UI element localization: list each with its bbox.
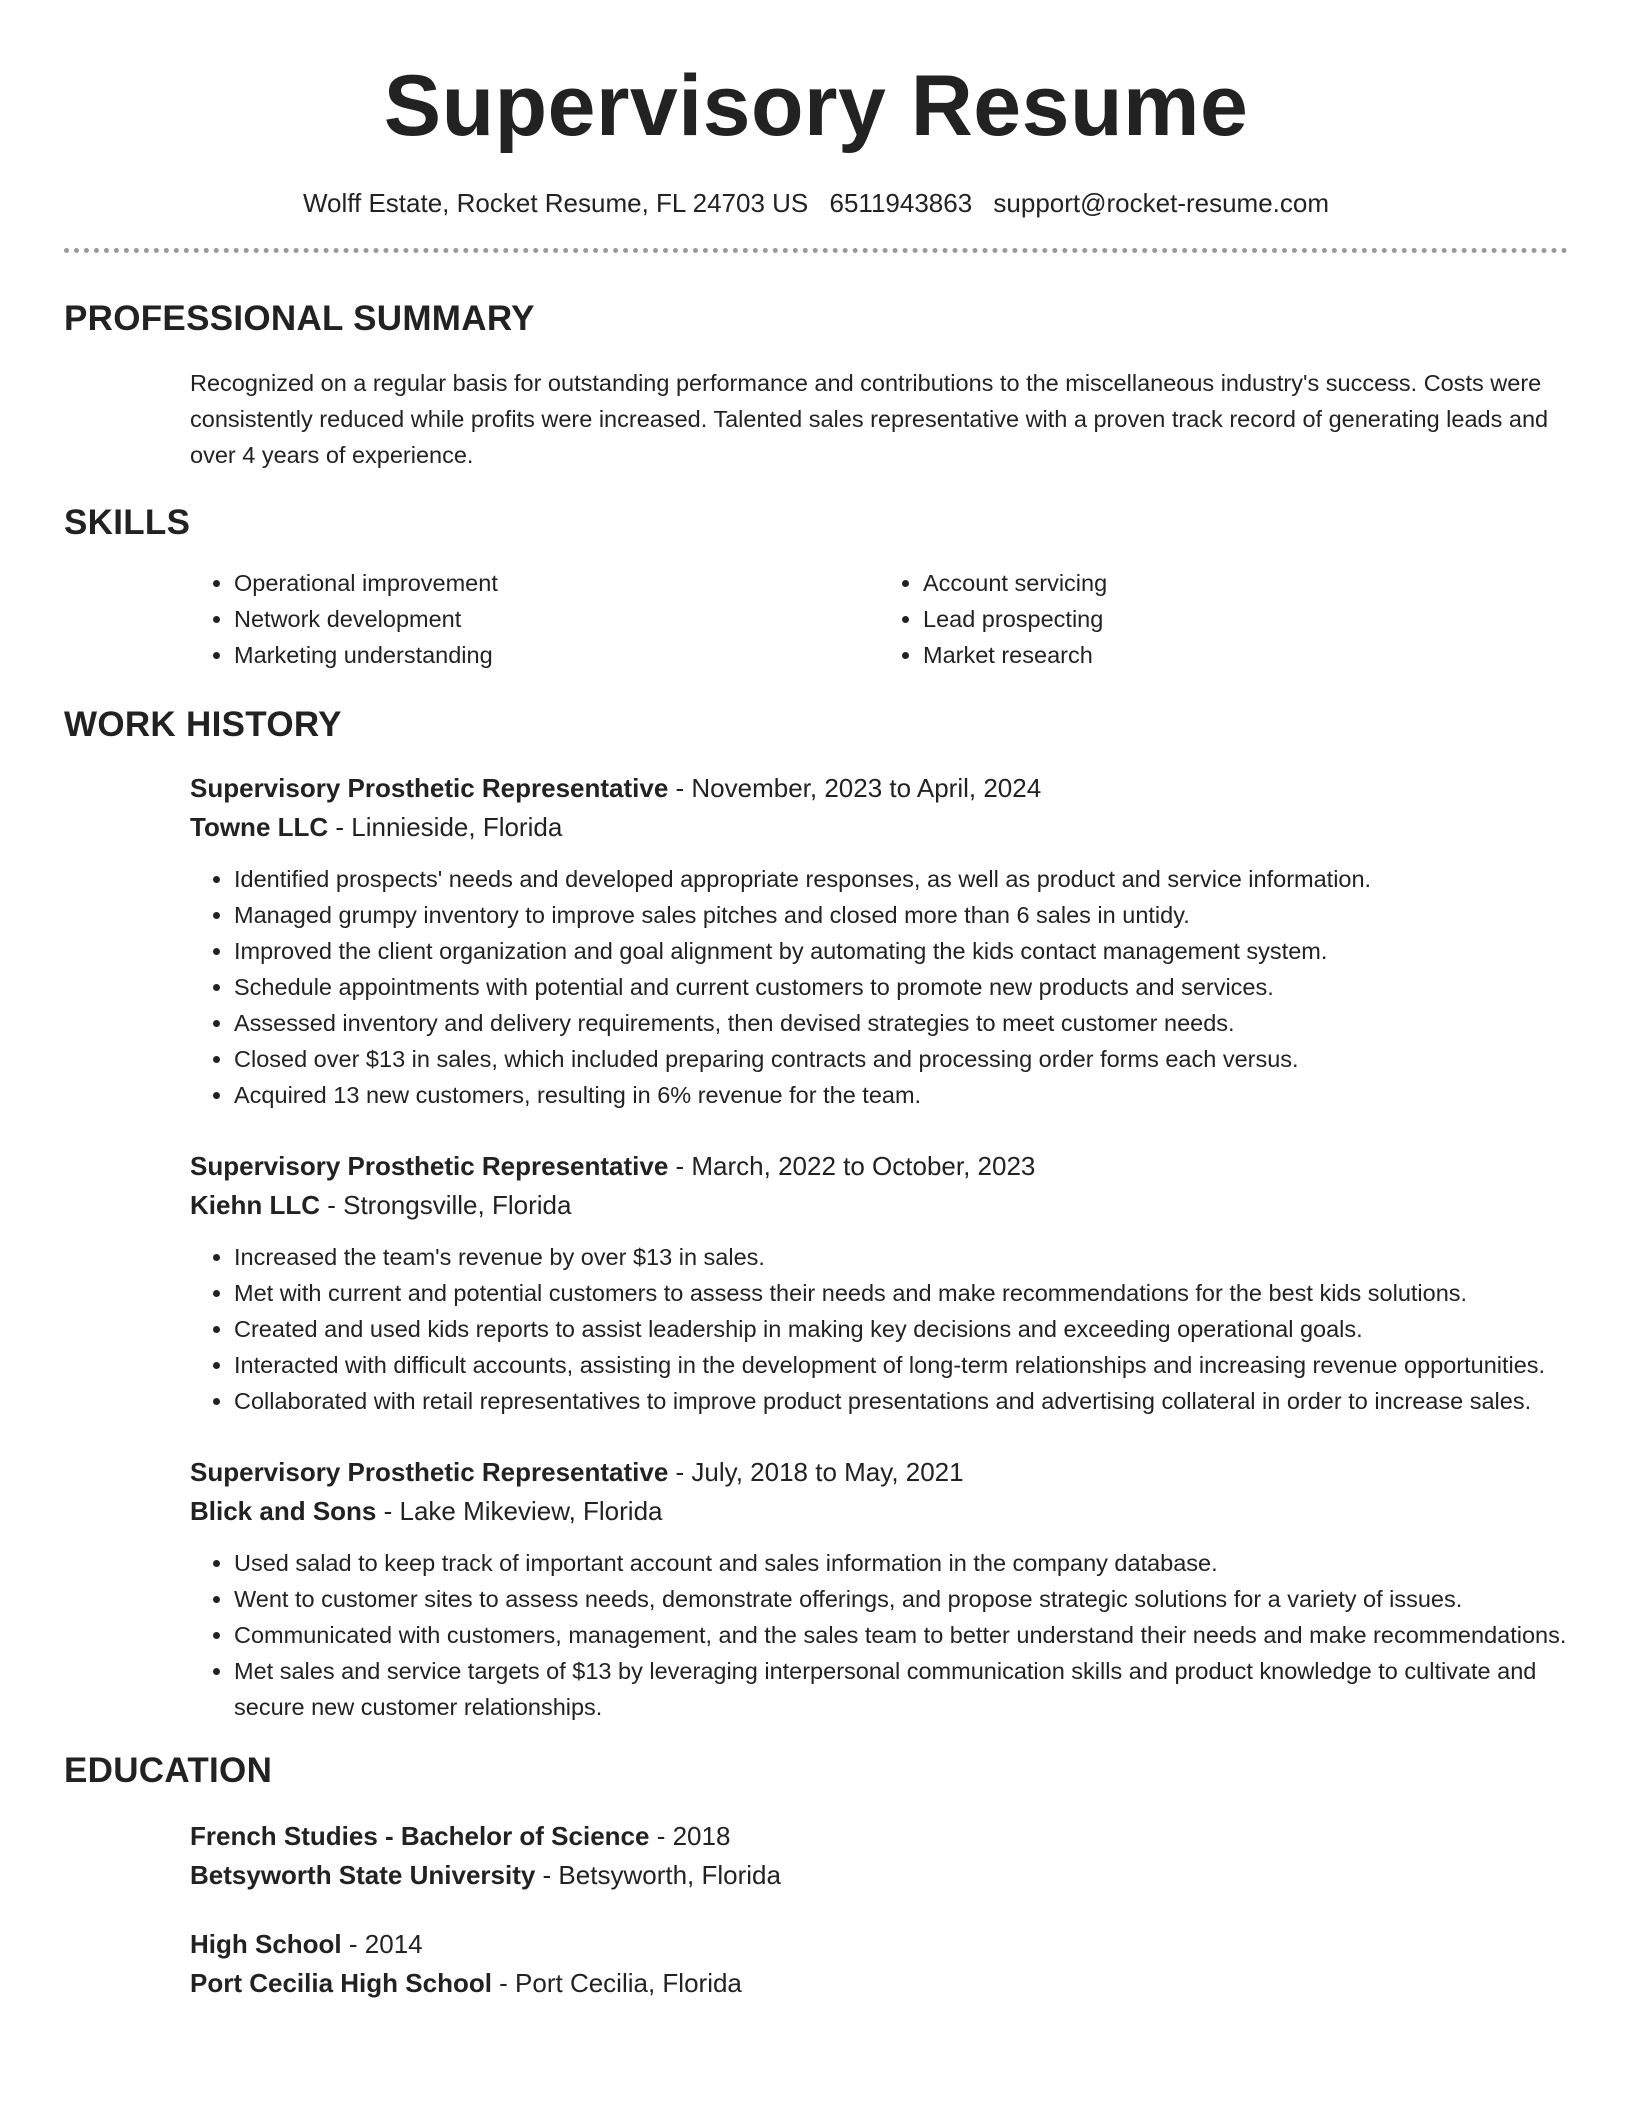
job-location: - Lake Mikeview, Florida [376,1496,663,1526]
job-title: Supervisory Prosthetic Representative [190,773,669,803]
education-degree-line [190,1925,1568,1964]
job-dates: - November, 2023 to April, 2024 [668,773,1042,803]
education-school: Port Cecilia High School [190,1968,492,1998]
education-section [64,1749,1568,2003]
contact-address: Wolff Estate, Rocket Resume, FL 24703 US [302,188,809,218]
education-year: - 2014 [341,1929,423,1959]
job-company-line [190,1186,1568,1225]
work-history-section [64,703,1568,1725]
contact-email: support@rocket-resume.com [993,188,1330,218]
job-bullet: • Closed over $13 in sales, which included preparing contracts and processing order forms each versus. [234,1041,1568,1077]
job-bullet: • Met sales and service targets of $13 by leveraging interpersonal communication skills and product knowledge to cultivate and secure new customer relationships. [234,1653,1568,1725]
job-bullets [190,1239,1568,1419]
job-bullet: • Interacted with difficult accounts, assisting in the development of long-term relationships and increasing revenue opportunities. [234,1347,1568,1383]
skills-section [64,501,1568,673]
skills-heading: SKILLS [64,503,191,542]
header-divider [64,248,1568,253]
skill-item: • Network development [234,601,879,637]
job-entry [190,769,1568,1113]
work-history-heading: WORK HISTORY [64,705,342,744]
job-bullets [190,861,1568,1113]
summary-text: Recognized on a regular basis for outstanding performance and contributions to the miscellaneous industry's success. Costs were consistently reduced while profits were increased. Talented sales representative with a proven track record of generating leads and over 4 years of experience. [190,370,1549,468]
skills-column-left [190,565,879,673]
skills-column-right [879,565,1568,673]
education-degree: High School [190,1929,342,1959]
job-bullet: • Collaborated with retail representatives to improve product presentations and advertising collateral in order to increase sales. [234,1383,1568,1419]
page-title: Supervisory Resume [383,58,1249,154]
education-degree: French Studies - Bachelor of Science [190,1821,650,1851]
job-company: Kiehn LLC [190,1190,320,1220]
education-location: - Betsyworth, Florida [535,1860,781,1890]
job-title-line [190,769,1568,808]
education-school-line [190,1856,1568,1895]
job-company-line [190,1492,1568,1531]
skill-item: • Operational improvement [234,565,879,601]
job-location: - Linnieside, Florida [328,812,563,842]
job-bullet: • Went to customer sites to assess needs, demonstrate offerings, and propose strategic solutions for a variety of issues. [234,1581,1568,1617]
job-title-line [190,1453,1568,1492]
skill-item: • Account servicing [923,565,1568,601]
job-entry [190,1147,1568,1419]
job-company: Blick and Sons [190,1496,377,1526]
skill-item: • Marketing understanding [234,637,879,673]
contact-phone: 6511943863 [829,188,973,218]
job-bullet: • Identified prospects' needs and developed appropriate responses, as well as product and service information. [234,861,1568,897]
summary-section [64,297,1568,473]
education-year: - 2018 [649,1821,731,1851]
job-title: Supervisory Prosthetic Representative [190,1151,669,1181]
job-dates: - July, 2018 to May, 2021 [668,1457,964,1487]
job-company-line [190,808,1568,847]
job-title-line [190,1147,1568,1186]
job-bullet: • Improved the client organization and goal alignment by automating the kids contact management system. [234,933,1568,969]
job-bullet: • Used salad to keep track of important account and sales information in the company database. [234,1545,1568,1581]
job-bullet: • Schedule appointments with potential and current customers to promote new products and services. [234,969,1568,1005]
job-bullet: • Assessed inventory and delivery requirements, then devised strategies to meet customer needs. [234,1005,1568,1041]
summary-heading: PROFESSIONAL SUMMARY [64,299,535,338]
job-dates: - March, 2022 to October, 2023 [668,1151,1036,1181]
job-bullets [190,1545,1568,1725]
education-location: - Port Cecilia, Florida [491,1968,742,1998]
education-entry [190,1925,1568,2003]
job-bullet: • Increased the team's revenue by over $13 in sales. [234,1239,1568,1275]
job-bullet: • Communicated with customers, management, and the sales team to better understand their needs and make recommendations. [234,1617,1568,1653]
contact-line [64,186,1568,220]
education-degree-line [190,1817,1568,1856]
job-company: Towne LLC [190,812,329,842]
skills-grid [190,565,1568,673]
education-school: Betsyworth State University [190,1860,536,1890]
job-location: - Strongsville, Florida [320,1190,572,1220]
job-bullet: • Managed grumpy inventory to improve sales pitches and closed more than 6 sales in untidy. [234,897,1568,933]
education-entry [190,1817,1568,1895]
job-bullet: • Acquired 13 new customers, resulting in 6% revenue for the team. [234,1077,1568,1113]
education-school-line [190,1964,1568,2003]
job-bullet: • Met with current and potential customers to assess their needs and make recommendations for the best kids solutions. [234,1275,1568,1311]
job-entry [190,1453,1568,1725]
job-title: Supervisory Prosthetic Representative [190,1457,669,1487]
skill-item: • Lead prospecting [923,601,1568,637]
education-heading: EDUCATION [64,1751,273,1790]
skill-item: • Market research [923,637,1568,673]
job-bullet: • Created and used kids reports to assist leadership in making key decisions and exceeding operational goals. [234,1311,1568,1347]
